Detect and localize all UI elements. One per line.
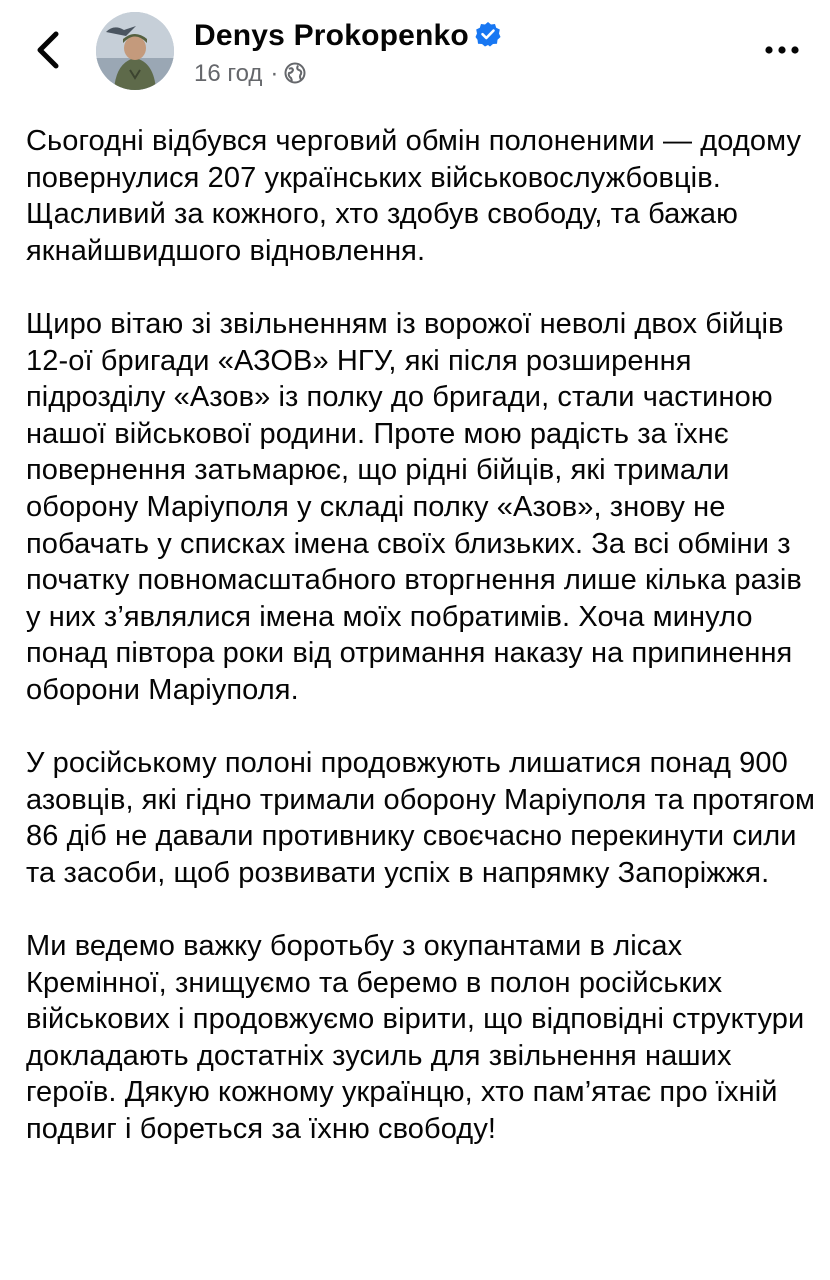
avatar-photo xyxy=(96,12,174,90)
author-name-text: Denys Prokopenko xyxy=(194,19,469,52)
meta-separator: · xyxy=(270,60,279,87)
post-text xyxy=(26,123,816,1148)
avatar[interactable] xyxy=(96,12,174,90)
more-horizontal-icon xyxy=(762,30,802,70)
post-header xyxy=(0,0,830,110)
post-paragraph: Ми ведемо важку боротьбу з окупантами в лісах Кремінної, знищуємо та беремо в полон російських військових і продовжуємо вірити, що відповідні структури докладають достатніх зусиль для звільнення наших героїв. Дякую кожному українцю, хто пам’ятає про їхній подвиг і бореться за їхню свободу! xyxy=(26,930,805,1146)
post-paragraph: Сьогодні відбувся черговий обмін полоненими — додому повернулися 207 українських військовослужбовців. Щасливий за кожного, хто здобув свободу, та бажаю якнайшвидшого відновлення. xyxy=(26,125,802,267)
chevron-left-icon xyxy=(30,28,70,72)
back-button[interactable] xyxy=(30,28,70,72)
post-time[interactable]: 16 год xyxy=(194,60,263,87)
globe-icon[interactable] xyxy=(284,62,306,84)
more-options-button[interactable] xyxy=(762,30,802,70)
verified-badge-icon xyxy=(475,21,501,47)
post-meta xyxy=(194,58,306,90)
post-paragraph: У російському полоні продовжують лишатися понад 900 азовців, які гідно тримали оборону Маріуполя та протягом 86 діб не давали противнику своєчасно перекинути сили та засоби, щоб розвивати успіх в напрямку Запоріжжя. xyxy=(26,747,816,889)
post-paragraph: Щиро вітаю зі звільненням із ворожої неволі двох бійців 12-ої бригади «АЗОВ» НГУ, які після розширення підрозділу «Азов» із полку до бригади, стали частиною нашої військової родини. Проте мою радість за їхнє повернення затьмарює, що рідні бійців, які тримали оборону Маріуполя у складі полку «Азов», знову не побачать у списках імена своїх близьких. За всі обміни з початку повномасштабного вторгнення лише кілька разів у них з’являлися імена моїх побратимів. Хоча минуло понад півтора роки від отримання наказу на припинення оборони Маріуполя. xyxy=(26,307,802,706)
author-name[interactable] xyxy=(194,16,501,56)
